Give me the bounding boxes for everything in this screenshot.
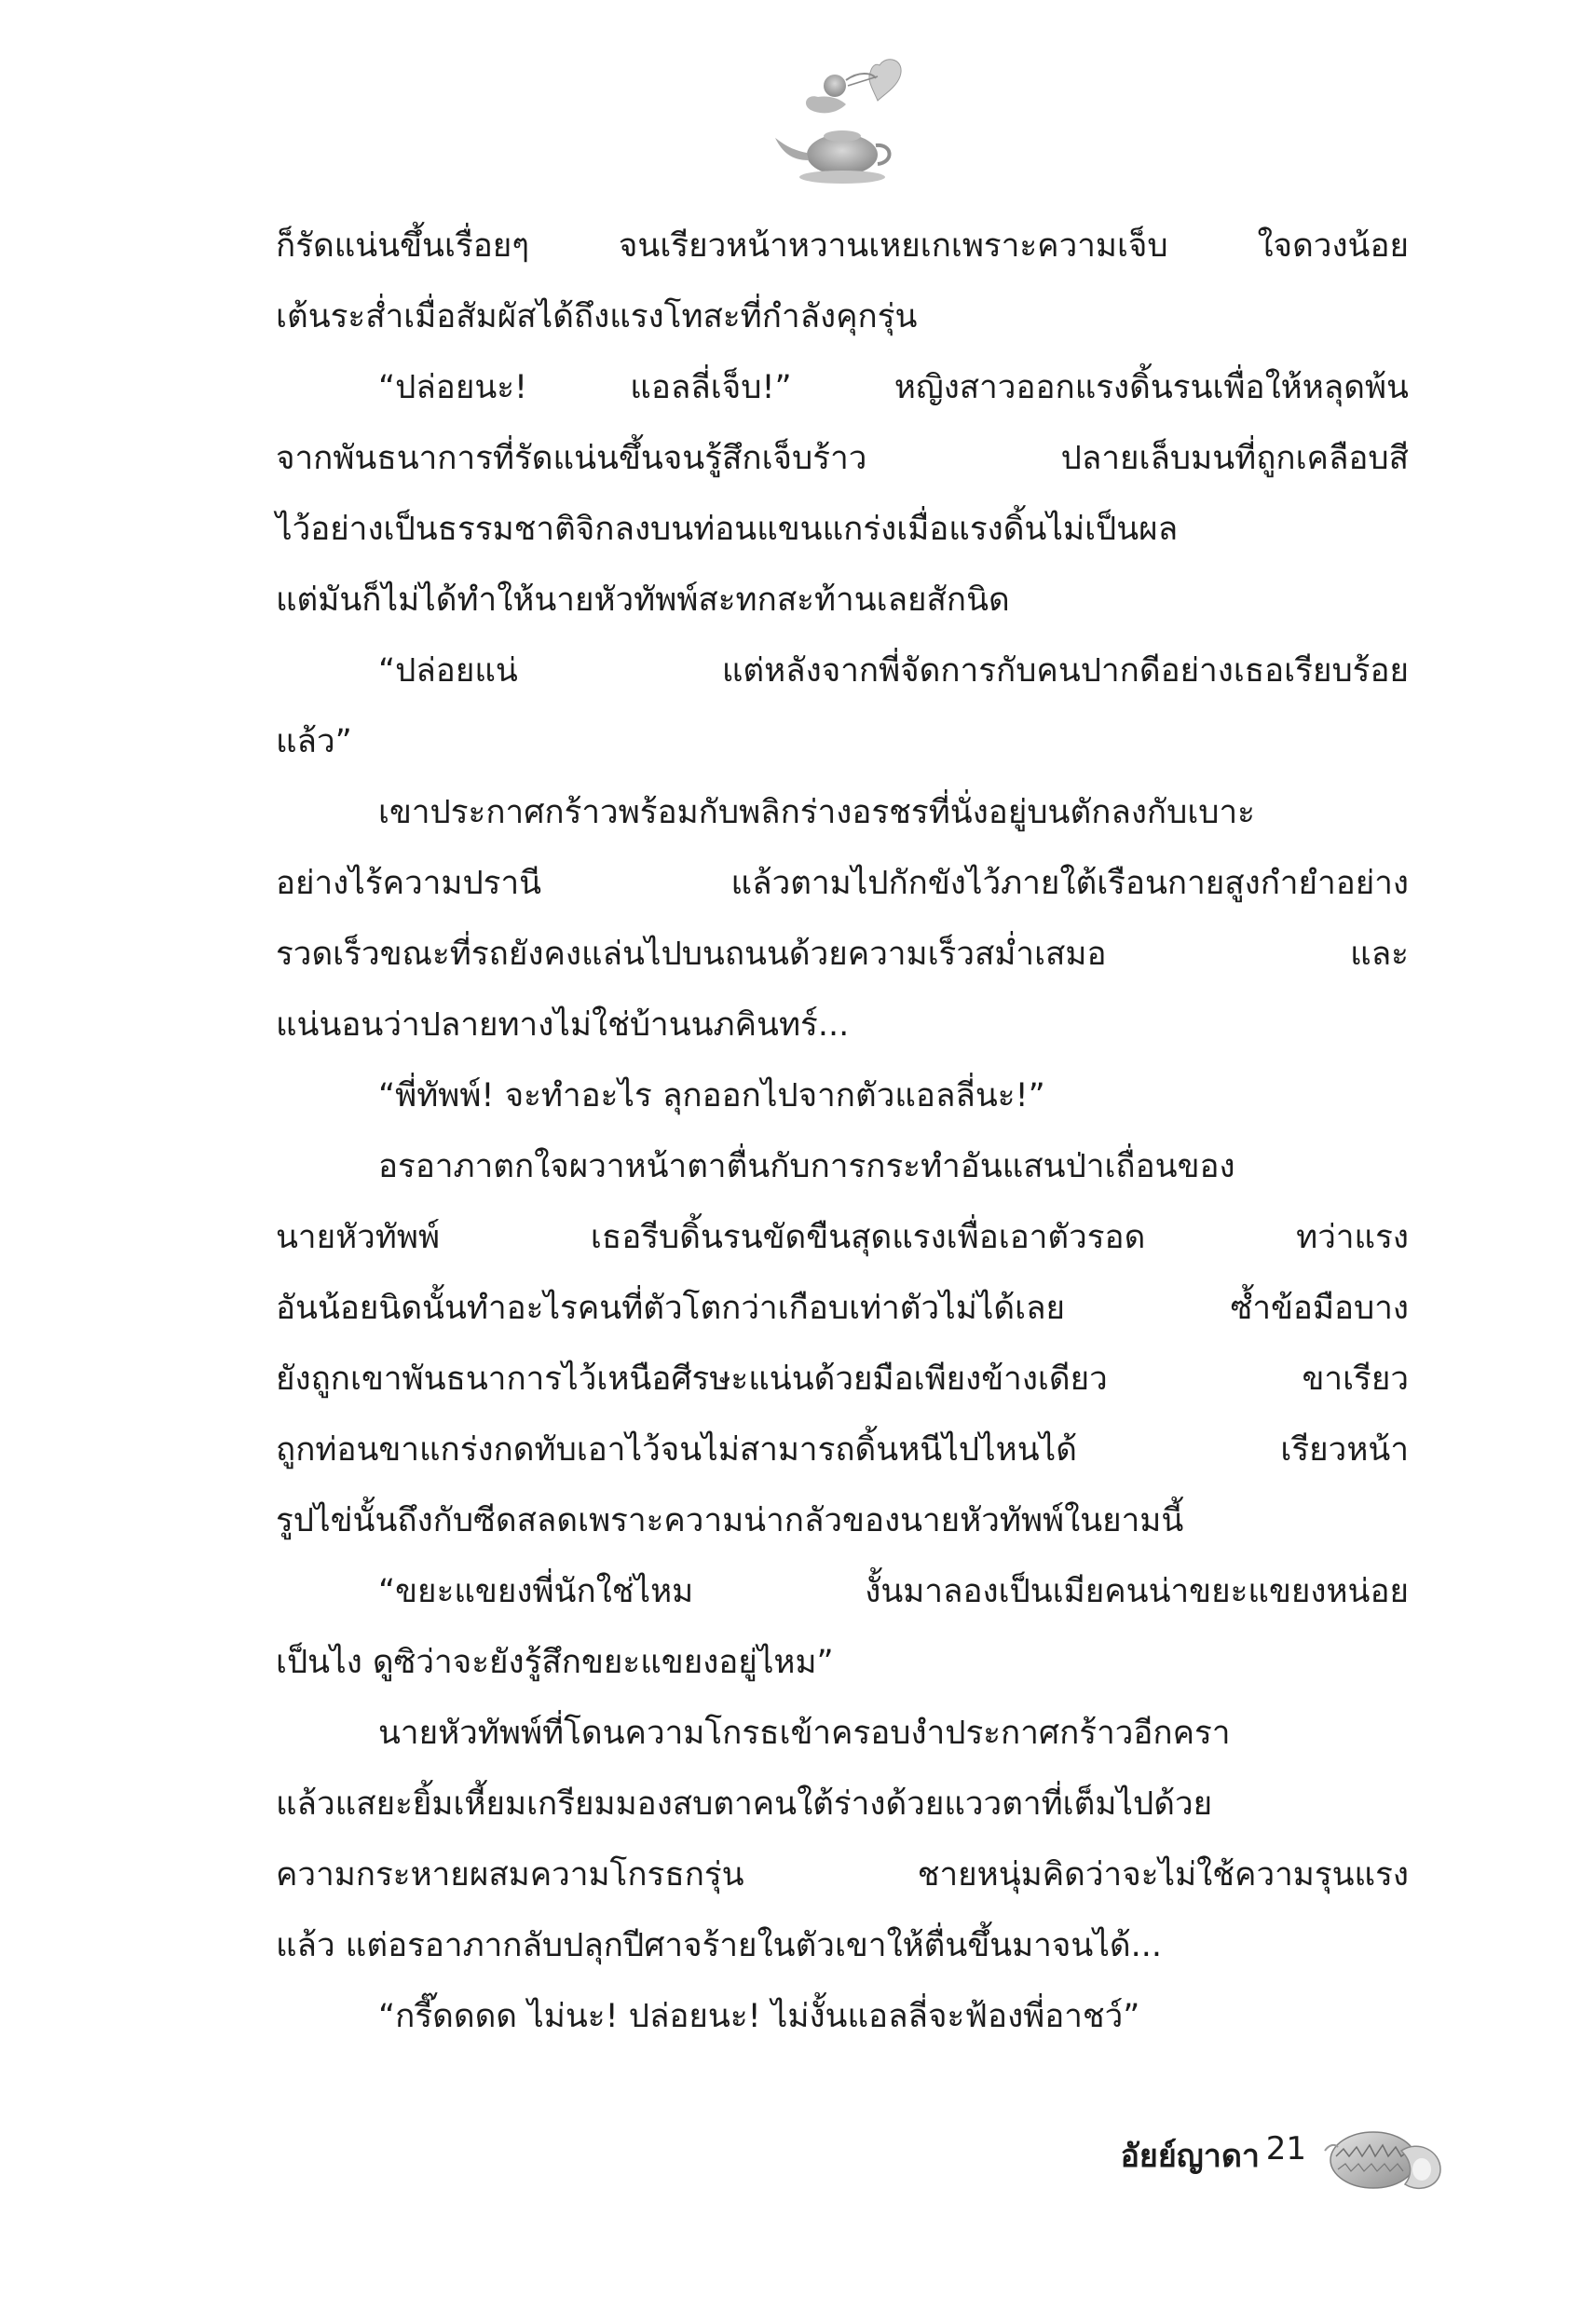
text-line-content: อย่างไร้ความปรานี แล้วตามไปกักขังไว้ภายใต้เรือนกายสูงกำยำอย่าง [276, 865, 1409, 902]
body-text [276, 211, 1409, 2052]
text-line [276, 1769, 1409, 1839]
text-line-content: ยังถูกเขาพันธนาการไว้เหนือศีรษะแน่นด้วยมือเพียงข้างเดียว ขาเรียว [276, 1361, 1409, 1398]
text-line-content: “กรี๊ดดดด ไม่นะ! ปล่อยนะ! ไม่งั้นแอลลี่จะฟ้องพี่อาชว์” [378, 1998, 1140, 2035]
text-line-content: ถูกท่อนขาแกร่งกดทับเอาไว้จนไม่สามารถดิ้นหนีไปไหนได้ เรียวหน้า [276, 1431, 1409, 1469]
text-line [276, 636, 1409, 706]
text-line [276, 281, 1409, 352]
durian-ornament-icon [1321, 2113, 1448, 2207]
text-line-content: แต่มันก็ไม่ได้ทำให้นายหัวทัพพ์สะทกสะท้านเลยสักนิด [276, 581, 1010, 619]
text-line [276, 1273, 1409, 1344]
text-line-content: ก็รัดแน่นขึ้นเรื่อยๆ จนเรียวหน้าหวานเหยเกเพราะความเจ็บ ใจดวงน้อย [276, 227, 1409, 265]
text-line-content: เป็นไง ดูซิว่าจะยังรู้สึกขยะแขยงอยู่ไหม” [276, 1644, 834, 1681]
page-footer [932, 2087, 1509, 2227]
text-line [276, 919, 1409, 990]
text-line-content: รวดเร็วขณะที่รถยังคงแล่นไปบนถนนด้วยความเร็วสม่ำเสมอ และ [276, 936, 1409, 973]
text-line [276, 1910, 1409, 1981]
text-line-content: “ปล่อยนะ! แอลลี่เจ็บ!” หญิงสาวออกแรงดิ้นรนเพื่อให้หลุดพ้น [378, 369, 1409, 406]
text-line-content: ไว้อย่างเป็นธรรมชาติจิกลงบนท่อนแขนแกร่งเมื่อแรงดิ้นไม่เป็นผล [276, 511, 1179, 548]
text-line [276, 1060, 1409, 1131]
text-line [276, 848, 1409, 919]
text-line-content: จากพันธนาการที่รัดแน่นขึ้นจนรู้สึกเจ็บร้าว ปลายเล็บมนที่ถูกเคลือบสี [276, 440, 1409, 477]
text-line [276, 1627, 1409, 1698]
text-line [276, 777, 1409, 848]
text-line-content: แล้ว” [276, 723, 352, 760]
text-line-content: นายหัวทัพพ์ที่โดนความโกรธเข้าครอบงำประกาศกร้าวอีกครา [378, 1715, 1231, 1752]
page-number: 21 [1265, 2130, 1306, 2167]
text-line-content: “พี่ทัพพ์! จะทำอะไร ลุกออกไปจากตัวแอลลี่นะ!” [378, 1077, 1045, 1114]
text-line-content: เต้นระส่ำเมื่อสัมผัสได้ถึงแรงโทสะที่กำลังคุกรุ่น [276, 298, 918, 335]
text-line [276, 211, 1409, 281]
text-line-content: “ขยะแขยงพี่นักใช่ไหม งั้นมาลองเป็นเมียคนน่าขยะแขยงหน่อย [378, 1573, 1409, 1610]
text-line [276, 1485, 1409, 1556]
text-line [276, 706, 1409, 777]
text-line-content: “ปล่อยแน่ แต่หลังจากพี่จัดการกับคนปากดีอย่างเธอเรียบร้อย [378, 652, 1409, 690]
text-line-content: แน่นอนว่าปลายทางไม่ใช่บ้านนภคินทร์... [276, 1006, 850, 1044]
text-line-content: แล้วแสยะยิ้มเหี้ยมเกรียมมองสบตาคนใต้ร่างด้วยแววตาที่เต็มไปด้วย [276, 1785, 1213, 1823]
text-line [276, 1981, 1409, 2052]
cupid-teapot-ornament-icon [770, 52, 919, 192]
text-line-content: อรอาภาตกใจผวาหน้าตาตื่นกับการกระทำอันแสนป่าเถื่อนของ [378, 1148, 1235, 1185]
text-line [276, 1415, 1409, 1485]
text-line [276, 423, 1409, 494]
text-line [276, 1839, 1409, 1910]
text-line [276, 1131, 1409, 1202]
text-line [276, 565, 1409, 636]
text-line [276, 352, 1409, 423]
text-line [276, 1202, 1409, 1273]
text-line [276, 1556, 1409, 1627]
footer-title: อัยย์ญาดา [1120, 2138, 1260, 2175]
text-line-content: นายหัวทัพพ์ เธอรีบดิ้นรนขัดขืนสุดแรงเพื่อเอาตัวรอด ทว่าแรง [276, 1219, 1409, 1256]
text-line-content: เขาประกาศกร้าวพร้อมกับพลิกร่างอรชรที่นั่งอยู่บนตักลงกับเบาะ [378, 794, 1255, 831]
text-line-content: แล้ว แต่อรอาภากลับปลุกปีศาจร้ายในตัวเขาให้ตื่นขึ้นมาจนได้... [276, 1927, 1163, 1964]
text-line [276, 494, 1409, 565]
text-line [276, 1344, 1409, 1415]
text-line-content: รูปไข่นั้นถึงกับซีดสลดเพราะความน่ากลัวของนายหัวทัพพ์ในยามนี้ [276, 1502, 1184, 1539]
text-line [276, 990, 1409, 1060]
text-line [276, 1698, 1409, 1769]
text-line-content: อันน้อยนิดนั้นทำอะไรคนที่ตัวโตกว่าเกือบเท่าตัวไม่ได้เลย ซ้ำข้อมือบาง [276, 1290, 1409, 1327]
text-line-content: ความกระหายผสมความโกรธกรุ่น ชายหนุ่มคิดว่าจะไม่ใช้ความรุนแรง [276, 1856, 1409, 1894]
